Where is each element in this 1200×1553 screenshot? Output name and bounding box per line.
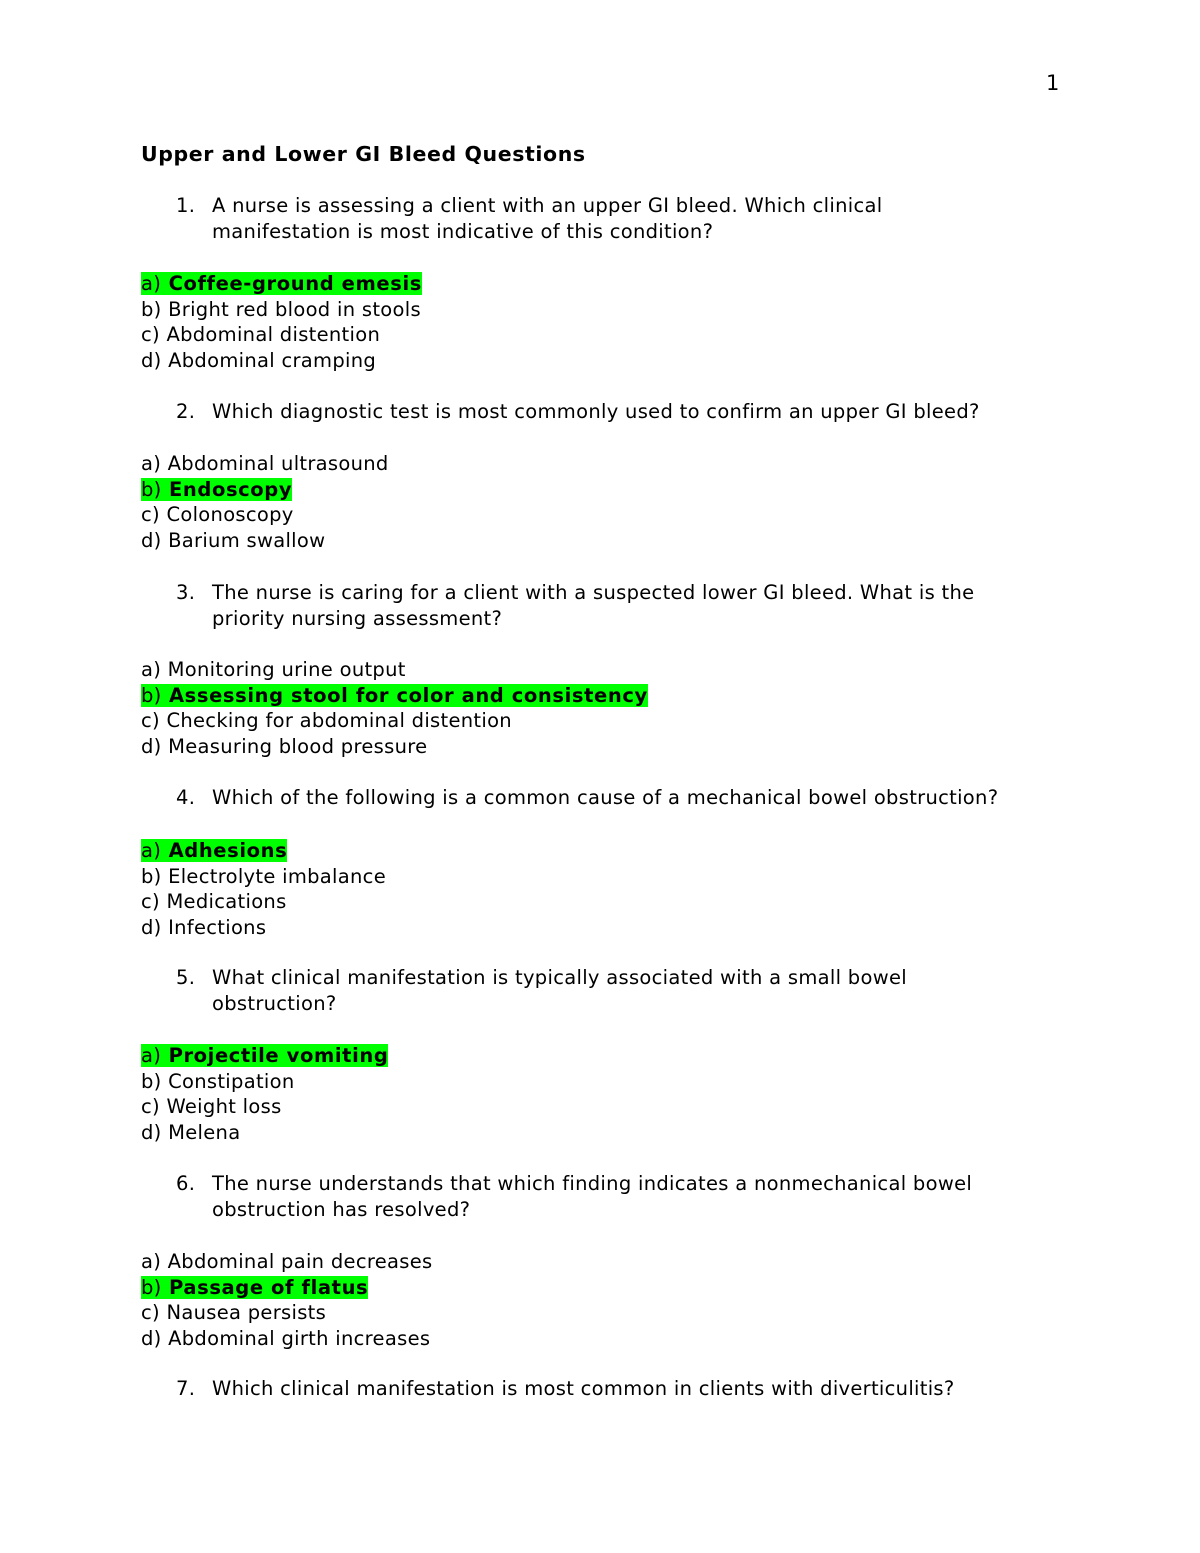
option: d) Barium swallow <box>141 528 326 552</box>
option: c) Nausea persists <box>141 1301 327 1324</box>
question-number: 4. <box>176 786 196 809</box>
option-text: Assessing stool for color and consistency <box>168 683 648 707</box>
options-list-3 <box>141 657 1041 759</box>
question-1 <box>176 193 1076 244</box>
question-2 <box>176 399 1076 425</box>
option: c) Colonoscopy <box>141 503 294 526</box>
option-text: Checking for abdominal distention <box>166 709 512 732</box>
option: d) Melena <box>141 1120 241 1144</box>
option-text: Measuring blood pressure <box>168 734 428 758</box>
option: c) Weight loss <box>141 1095 282 1118</box>
question-text: The nurse is caring for a client with a suspected lower GI bleed. What is the priority nursing assessment? <box>212 581 975 630</box>
option-text: Electrolyte imbalance <box>168 864 386 888</box>
options-list-2 <box>141 451 1041 553</box>
question-number: 2. <box>176 400 196 423</box>
option-text: Projectile vomiting <box>168 1044 389 1067</box>
page-title: Upper and Lower GI Bleed Questions <box>141 142 586 166</box>
option-text: Monitoring urine output <box>167 658 406 681</box>
option-text: Abdominal ultrasound <box>167 452 389 475</box>
question-text: Which clinical manifestation is most common in clients with diverticulitis? <box>212 1377 955 1400</box>
question-4 <box>176 785 1076 811</box>
option-correct: b) Assessing stool for color and consistency <box>141 683 648 707</box>
question-text: Which of the following is a common cause of a mechanical bowel obstruction? <box>212 786 999 809</box>
option-text: Abdominal girth increases <box>168 1326 431 1350</box>
option-text: Medications <box>166 890 287 913</box>
option-text: Nausea persists <box>166 1301 327 1324</box>
option-text: Colonoscopy <box>166 503 294 526</box>
option-correct: a) Adhesions <box>141 839 288 862</box>
option: a) Abdominal ultrasound <box>141 452 389 475</box>
option-correct: b) Endoscopy <box>141 477 293 501</box>
option-text: Abdominal distention <box>166 323 381 346</box>
options-list-5 <box>141 1043 1041 1145</box>
question-5 <box>176 965 1076 1016</box>
option-text: Weight loss <box>166 1095 282 1118</box>
option: d) Abdominal girth increases <box>141 1326 431 1350</box>
question-7 <box>176 1376 1076 1402</box>
option-text: Adhesions <box>168 839 288 862</box>
option: d) Abdominal cramping <box>141 348 377 372</box>
option: c) Medications <box>141 890 287 913</box>
option-text: Abdominal cramping <box>168 348 377 372</box>
option-correct: b) Passage of flatus <box>141 1275 369 1299</box>
option-correct: a) Projectile vomiting <box>141 1044 389 1067</box>
question-number: 7. <box>176 1377 196 1400</box>
option-text: Melena <box>168 1120 241 1144</box>
question-text: Which diagnostic test is most commonly used to confirm an upper GI bleed? <box>212 400 980 423</box>
option: c) Checking for abdominal distention <box>141 709 512 732</box>
option-text: Passage of flatus <box>168 1275 369 1299</box>
option: a) Monitoring urine output <box>141 658 406 681</box>
question-number: 6. <box>176 1172 196 1195</box>
option-text: Endoscopy <box>168 477 293 501</box>
option: a) Abdominal pain decreases <box>141 1250 433 1273</box>
option: d) Infections <box>141 915 267 939</box>
option-text: Coffee-ground emesis <box>168 272 422 295</box>
option-text: Barium swallow <box>168 528 326 552</box>
question-3 <box>176 580 1076 631</box>
option-text: Constipation <box>168 1069 295 1093</box>
option-text: Infections <box>168 915 267 939</box>
option-correct: a) Coffee-ground emesis <box>141 272 422 295</box>
question-number: 1. <box>176 194 196 217</box>
option-text: Abdominal pain decreases <box>167 1250 433 1273</box>
option: d) Measuring blood pressure <box>141 734 428 758</box>
options-list-6 <box>141 1249 1041 1351</box>
page-number: 1 <box>1046 71 1060 95</box>
option-text: Bright red blood in stools <box>168 297 421 321</box>
option: b) Bright red blood in stools <box>141 297 421 321</box>
option: c) Abdominal distention <box>141 323 381 346</box>
question-6 <box>176 1171 1076 1222</box>
option: b) Constipation <box>141 1069 295 1093</box>
question-text: What clinical manifestation is typically associated with a small bowel obstruction? <box>212 966 907 1015</box>
question-number: 5. <box>176 966 196 989</box>
question-number: 3. <box>176 581 196 604</box>
question-text: The nurse understands that which finding indicates a nonmechanical bowel obstruction has resolved? <box>212 1172 973 1221</box>
options-list-1 <box>141 271 1041 373</box>
option: b) Electrolyte imbalance <box>141 864 386 888</box>
question-text: A nurse is assessing a client with an upper GI bleed. Which clinical manifestation is most indicative of this condition? <box>212 194 883 243</box>
options-list-4 <box>141 838 1041 940</box>
